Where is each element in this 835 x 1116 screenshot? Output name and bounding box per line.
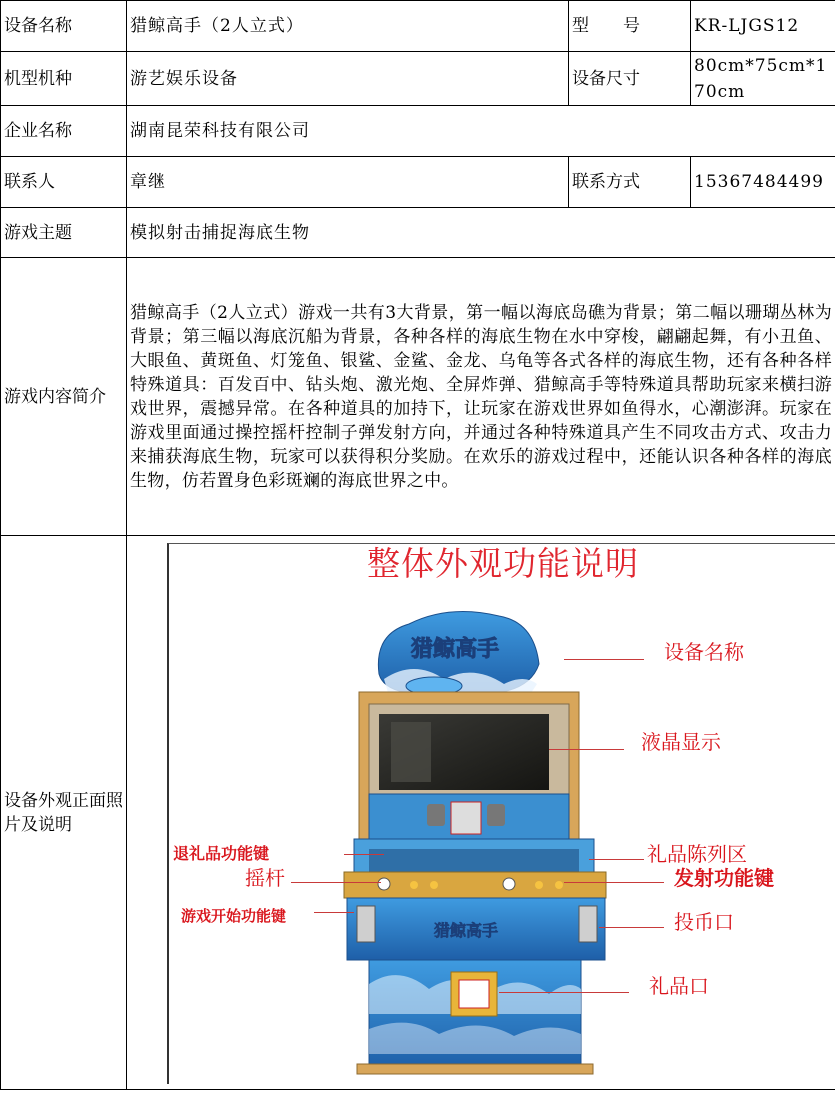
photo-cell bbox=[127, 536, 835, 1090]
button-3 bbox=[535, 881, 543, 889]
company-label: 企业名称 bbox=[1, 106, 127, 157]
marquee-text: 猎鲸高手 bbox=[411, 637, 500, 662]
line-gift-area bbox=[589, 859, 644, 860]
line-fire bbox=[564, 882, 664, 883]
line-lcd bbox=[549, 749, 624, 750]
row-name bbox=[1, 1, 835, 52]
contact-label: 联系人 bbox=[1, 157, 127, 208]
photo-title: 整体外观功能说明 bbox=[367, 544, 639, 583]
line-start bbox=[314, 912, 354, 913]
slot-2 bbox=[487, 804, 505, 826]
gift-tray bbox=[369, 849, 579, 875]
model-value: KR-LJGS12 bbox=[691, 1, 835, 52]
button-4 bbox=[555, 881, 563, 889]
phone-label: 联系方式 bbox=[569, 157, 691, 208]
name-value: 猎鲸高手（2人立式） bbox=[127, 1, 569, 52]
row-theme bbox=[1, 208, 835, 258]
theme-value: 模拟射击捕捉海底生物 bbox=[127, 208, 835, 258]
row-type bbox=[1, 52, 835, 106]
cabinet-logo: 猎鲸高手 bbox=[434, 921, 499, 940]
gift-outlet-window bbox=[459, 980, 489, 1008]
coin-slot-left bbox=[357, 906, 375, 942]
phone-value: 15367484499 bbox=[691, 157, 835, 208]
qr-code bbox=[451, 802, 481, 834]
arcade-cabinet-illustration bbox=[169, 544, 835, 1084]
screen-reflection bbox=[391, 722, 431, 782]
callout-coin-slot: 投币口 bbox=[674, 910, 734, 934]
callout-lcd: 液晶显示 bbox=[641, 730, 721, 754]
row-intro bbox=[1, 258, 835, 536]
callout-gift-outlet: 礼品口 bbox=[649, 974, 709, 998]
size-label: 设备尺寸 bbox=[569, 52, 691, 106]
model-label-text: 型 号 bbox=[572, 16, 640, 36]
coin-slot-right bbox=[579, 906, 597, 942]
type-label: 机型机种 bbox=[1, 52, 127, 106]
photo-label: 设备外观正面照片及说明 bbox=[1, 536, 127, 1090]
callout-fire-key: 发射功能键 bbox=[674, 866, 774, 890]
product-photo bbox=[167, 543, 835, 1084]
button-1 bbox=[410, 881, 418, 889]
joystick-right bbox=[503, 878, 515, 890]
theme-label: 游戏主题 bbox=[1, 208, 127, 258]
row-photo bbox=[1, 536, 835, 1090]
callout-gift-area: 礼品陈列区 bbox=[647, 842, 747, 866]
company-value: 湖南昆荣科技有限公司 bbox=[127, 106, 835, 157]
line-refund bbox=[344, 854, 384, 855]
name-label: 设备名称 bbox=[1, 1, 127, 52]
contact-value: 章继 bbox=[127, 157, 569, 208]
type-value: 游艺娱乐设备 bbox=[127, 52, 569, 106]
callout-joystick: 摇杆 bbox=[245, 866, 285, 890]
callout-refund-key: 退礼品功能键 bbox=[173, 844, 270, 863]
intro-label: 游戏内容简介 bbox=[1, 258, 127, 536]
joystick-left bbox=[378, 878, 390, 890]
line-gift-outlet bbox=[499, 992, 629, 993]
cabinet-foot bbox=[357, 1064, 593, 1074]
callout-device-name: 设备名称 bbox=[664, 640, 744, 664]
intro-text: 猎鲸高手（2人立式）游戏一共有3大背景，第一幅以海底岛礁为背景；第二幅以珊瑚丛林为背景；第三幅以海底沉船为背景，各种各样的海底生物在水中穿梭，翩翩起舞，有小丑鱼、大眼鱼、黄斑鱼、灯笼鱼、银鲨、金鲨、金龙、乌龟等各式各样的海底生物，还有各种各样特殊道具：百发百中、钻头炮、激光炮、全屏炸弹、猎鲸高手等特殊道具帮助玩家来横扫游戏世界，震撼异常。在各种道具的加持下，让玩家在游戏世界如鱼得水，心潮澎湃。玩家在游戏里面通过操控摇杆控制子弹发射方向，并通过各种特殊道具产生不同攻击方式、攻击力来捕获海底生物，玩家可以获得积分奖励。在欢乐的游戏过程中，还能认识各种各样的海底生物，仿若置身色彩斑斓的海底世界之中。 bbox=[127, 258, 835, 536]
line-joystick bbox=[291, 882, 381, 883]
button-2 bbox=[430, 881, 438, 889]
slot-1 bbox=[427, 804, 445, 826]
line-device-name bbox=[564, 659, 644, 660]
model-label bbox=[569, 1, 691, 52]
row-contact bbox=[1, 157, 835, 208]
size-value: 80cm*75cm*170cm bbox=[691, 52, 835, 106]
callout-start-key: 游戏开始功能键 bbox=[181, 907, 287, 925]
line-coin bbox=[599, 927, 664, 928]
row-company bbox=[1, 106, 835, 157]
